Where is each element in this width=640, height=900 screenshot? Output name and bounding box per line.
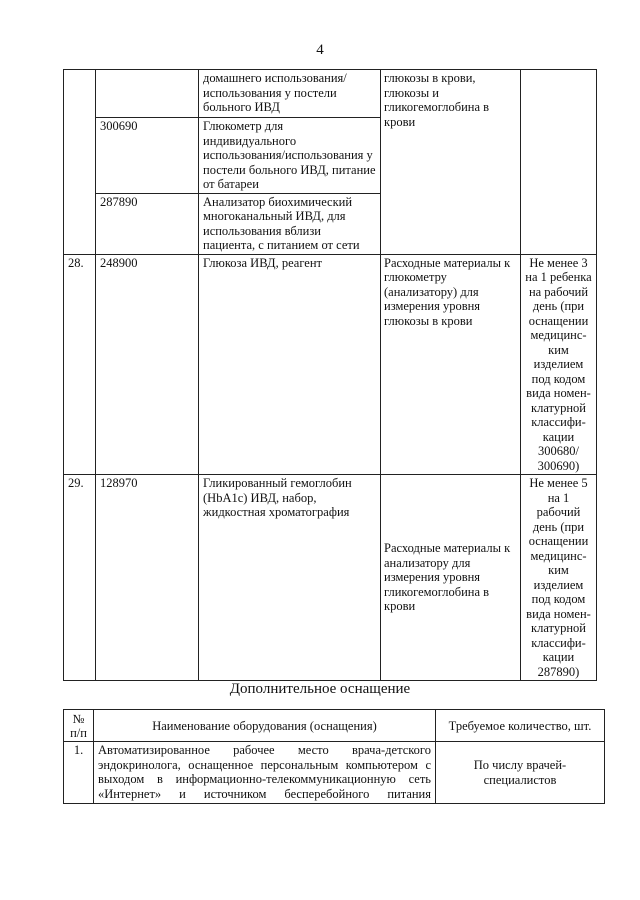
name-cell: Анализатор биохимический многоканальный ИВД, для использования вблизи пациента, с питанием от сети	[199, 193, 381, 254]
table-row	[64, 70, 597, 118]
section-heading: Дополнительное оснащение	[229, 681, 411, 697]
name-cell: Автоматизированное рабочее место врача-детского эндокринолога, оснащенное персональным компьютером с выходом в информационно-телекоммуникационную сеть «Интернет» и источником бесперебойного питания	[94, 742, 436, 804]
code-cell: 300690	[96, 118, 199, 194]
header-name: Наименование оборудования (оснащения)	[94, 710, 436, 742]
consumable-cell: Расходные материалы к глюкометру (анализатору) для измерения уровня глюкозы в крови	[381, 254, 521, 475]
medical-equipment-table	[63, 69, 597, 681]
table-header-row	[64, 710, 605, 742]
code-cell	[96, 70, 199, 118]
quantity-cell	[521, 70, 597, 255]
header-number: № п/п	[64, 710, 94, 742]
consumable-cell: глюкозы в крови, глюкозы и гликогемоглобина в крови	[381, 70, 521, 255]
row-number-cell: 1.	[64, 742, 94, 804]
quantity-cell: Не менее 5 на 1 рабочий день (при оснащении медицинс-ким изделием под кодом вида номен-клатурной классифи-кации 287890)	[521, 475, 597, 681]
name-cell: Гликированный гемоглобин (HbA1c) ИВД, набор, жидкостная хроматография	[199, 475, 381, 681]
code-cell: 248900	[96, 254, 199, 475]
table-row	[64, 742, 605, 804]
quantity-cell: По числу врачей-специалистов	[436, 742, 605, 804]
consumable-cell: Расходные материалы к анализатору для измерения уровня гликогемоглобина в крови	[381, 475, 521, 681]
additional-equipment-table	[63, 709, 605, 804]
code-cell: 287890	[96, 193, 199, 254]
table-row	[64, 475, 597, 681]
code-cell: 128970	[96, 475, 199, 681]
header-quantity: Требуемое количество, шт.	[436, 710, 605, 742]
name-cell: Глюкометр для индивидуального использования/использования у постели больного ИВД, питание от батареи	[199, 118, 381, 194]
row-number-cell: 28.	[64, 254, 96, 475]
quantity-cell: Не менее 3 на 1 ребенка на рабочий день (при оснащении медицинс-ким изделием под кодом вида номен-клатурной классифи-кации 300680/ 300690)	[521, 254, 597, 475]
name-cell: Глюкоза ИВД, реагент	[199, 254, 381, 475]
row-number-cell: 29.	[64, 475, 96, 681]
name-cell: домашнего использования/использования у постели больного ИВД	[199, 70, 381, 118]
page-number: 4	[316, 42, 324, 58]
table-row	[64, 254, 597, 475]
row-number-cell	[64, 70, 96, 255]
